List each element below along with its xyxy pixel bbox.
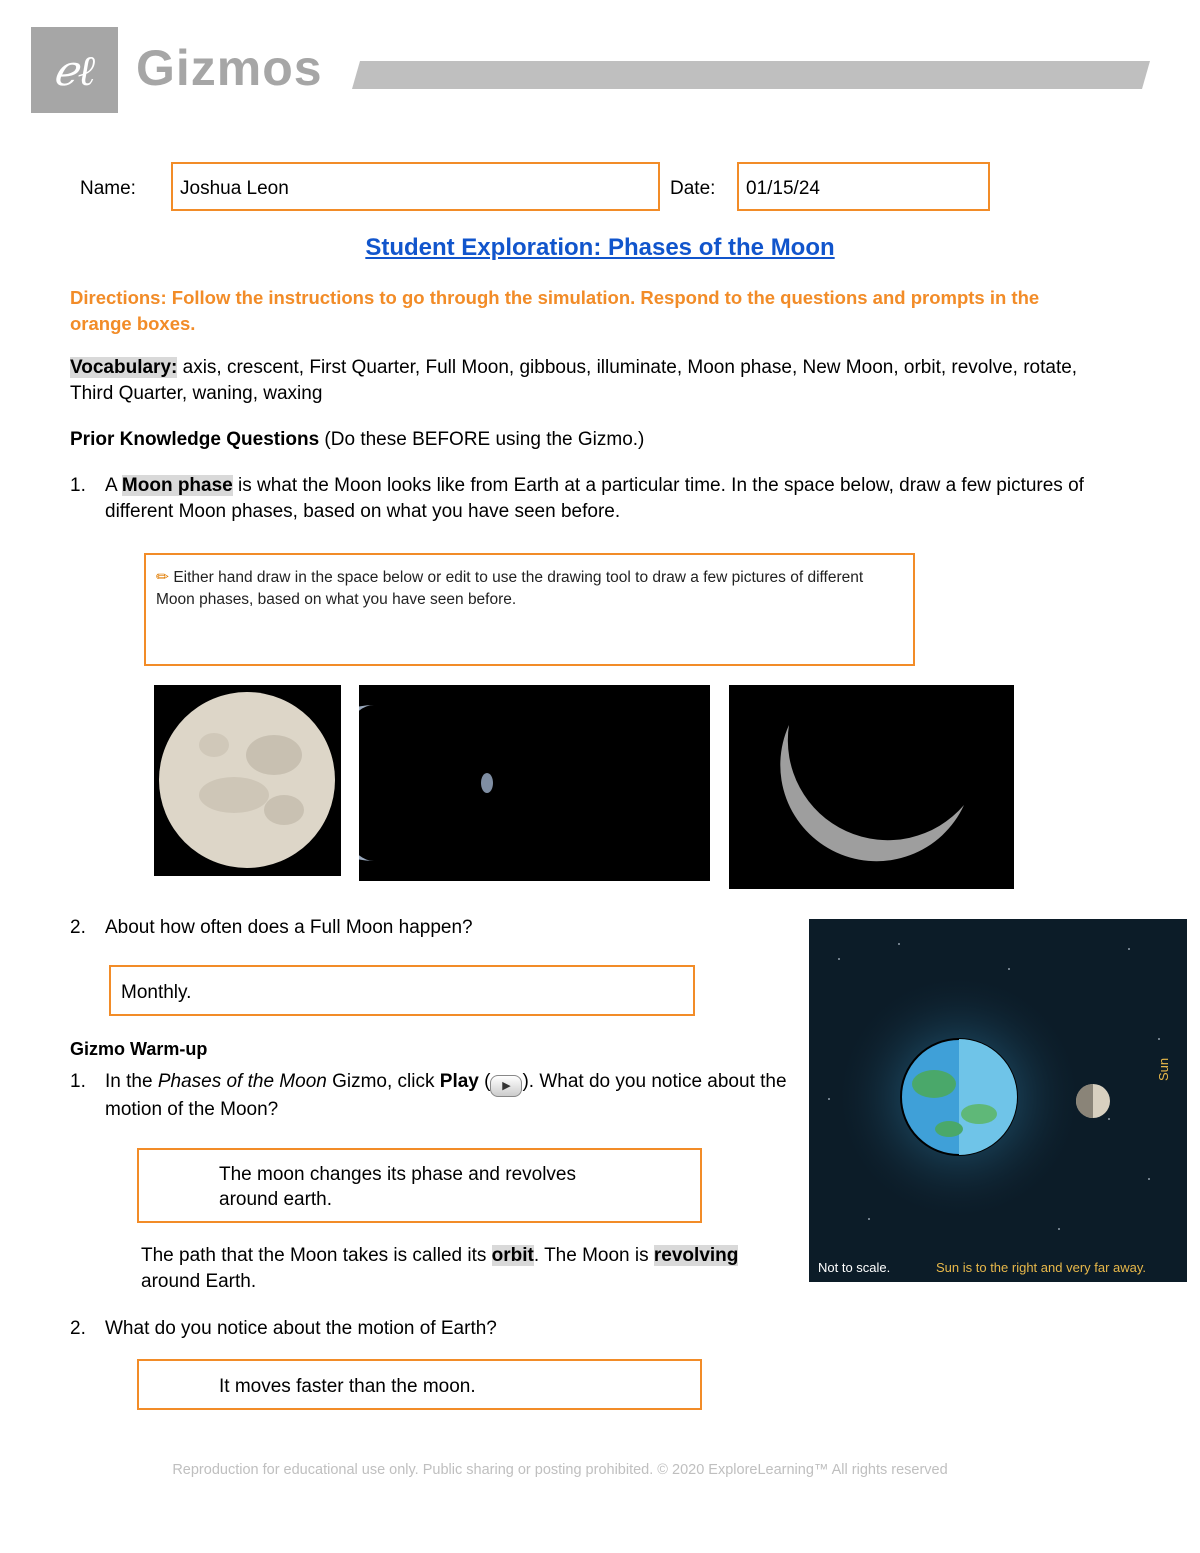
simulation-scene: [809, 919, 1187, 1282]
explorelearning-logo-icon: [31, 27, 118, 113]
prior-q1-answer-text: Either hand draw in the space below or edit to use the drawing tool to draw a few pictures of different Moon phases, based on what you have seen before.: [156, 569, 864, 608]
date-label: Date:: [670, 178, 716, 199]
prior-q1-text: [105, 473, 1135, 525]
prior-q2-answer: Monthly.: [121, 982, 192, 1003]
prior-q1-answer-box[interactable]: [144, 553, 915, 666]
warmup-q2-answer: It moves faster than the moon.: [219, 1376, 476, 1397]
header-bar: [352, 61, 1150, 89]
prior-q1-post: is what the Moon looks like from Earth at a particular time. In the space below, draw a few pictures of different Moon phases, based on what you have seen before.: [105, 475, 1084, 522]
quarter-moon-image: [359, 685, 710, 881]
date-value: 01/15/24: [746, 178, 820, 199]
play-term: Play: [439, 1071, 479, 1092]
revolving-term: revolving: [653, 1245, 739, 1266]
vocabulary: [70, 355, 1110, 407]
sun-note: Sun is to the right and very far away.: [936, 1260, 1147, 1275]
orbit-paragraph: [141, 1243, 761, 1295]
warmup-q1-number: 1.: [70, 1071, 86, 1092]
prior-knowledge-heading: [70, 427, 644, 453]
prior-q1-answer: [146, 555, 913, 611]
vocabulary-list: axis, crescent, First Quarter, Full Moon, gibbous, illuminate, Moon phase, New Moon, orbit, revolve, rotate, Third Quarter, waning, waxing: [70, 357, 1078, 404]
warmup-q1-open: (: [478, 1071, 491, 1092]
name-field[interactable]: [171, 162, 660, 211]
crescent-moon-image: [729, 685, 1014, 889]
prior-q2-text: About how often does a Full Moon happen?: [105, 917, 473, 938]
prior-q2-number: 2.: [70, 917, 86, 938]
pencil-icon: ✏: [156, 569, 169, 586]
directions: Directions: Follow the instructions to go through the simulation. Respond to the questions and prompts in the orange boxes.: [70, 287, 1040, 334]
date-field[interactable]: [737, 162, 990, 211]
orbit-term: orbit: [491, 1245, 534, 1266]
prior-heading-note: (Do these BEFORE using the Gizmo.): [319, 429, 645, 450]
full-moon-image: [154, 685, 341, 876]
svg-text:ℯℓ: ℯℓ: [52, 46, 96, 95]
warmup-q1-close: ). What do you notice about the motion of the Moon?: [105, 1071, 787, 1120]
prior-heading-text: Prior Knowledge Questions: [70, 429, 320, 450]
orbit-post: around Earth.: [141, 1271, 257, 1292]
warmup-q2-number: 2.: [70, 1318, 86, 1339]
brand-name: Gizmos: [136, 40, 323, 96]
page-title: Student Exploration: Phases of the Moon: [365, 234, 835, 261]
warmup-q1-answer: The moon changes its phase and revolves around earth.: [219, 1164, 576, 1210]
name-label: Name:: [80, 178, 136, 199]
warmup-heading: Gizmo Warm-up: [70, 1039, 208, 1059]
vocabulary-label: Vocabulary:: [70, 357, 178, 378]
warmup-q1-text: [105, 1069, 795, 1123]
gizmo-name: Phases of the Moon: [157, 1071, 327, 1092]
warmup-q1-answer-box[interactable]: [137, 1148, 702, 1223]
orbit-pre: The path that the Moon takes is called its: [141, 1245, 492, 1266]
prior-q1-number: 1.: [70, 475, 86, 496]
prior-q2-answer-box[interactable]: [109, 965, 695, 1016]
warmup-q1-mid: Gizmo, click: [326, 1071, 440, 1092]
footer-copyright: Reproduction for educational use only. Public sharing or posting prohibited. © 2020 ExploreLearning™ All rights reserved: [172, 1462, 948, 1478]
moon-phase-term: Moon phase: [121, 475, 233, 496]
warmup-q2-text: What do you notice about the motion of Earth?: [105, 1318, 497, 1339]
warmup-q2-answer-box[interactable]: [137, 1359, 702, 1410]
orbit-mid: . The Moon is: [533, 1245, 654, 1266]
sun-label: Sun: [1156, 1057, 1171, 1081]
scale-note: Not to scale.: [818, 1260, 891, 1275]
name-value: Joshua Leon: [180, 178, 289, 199]
gizmo-simulation-image: [809, 919, 1187, 1282]
play-button-icon: ▶: [490, 1075, 522, 1097]
warmup-q1-pre: In the: [105, 1071, 158, 1092]
prior-q1-pre: A: [105, 475, 122, 496]
